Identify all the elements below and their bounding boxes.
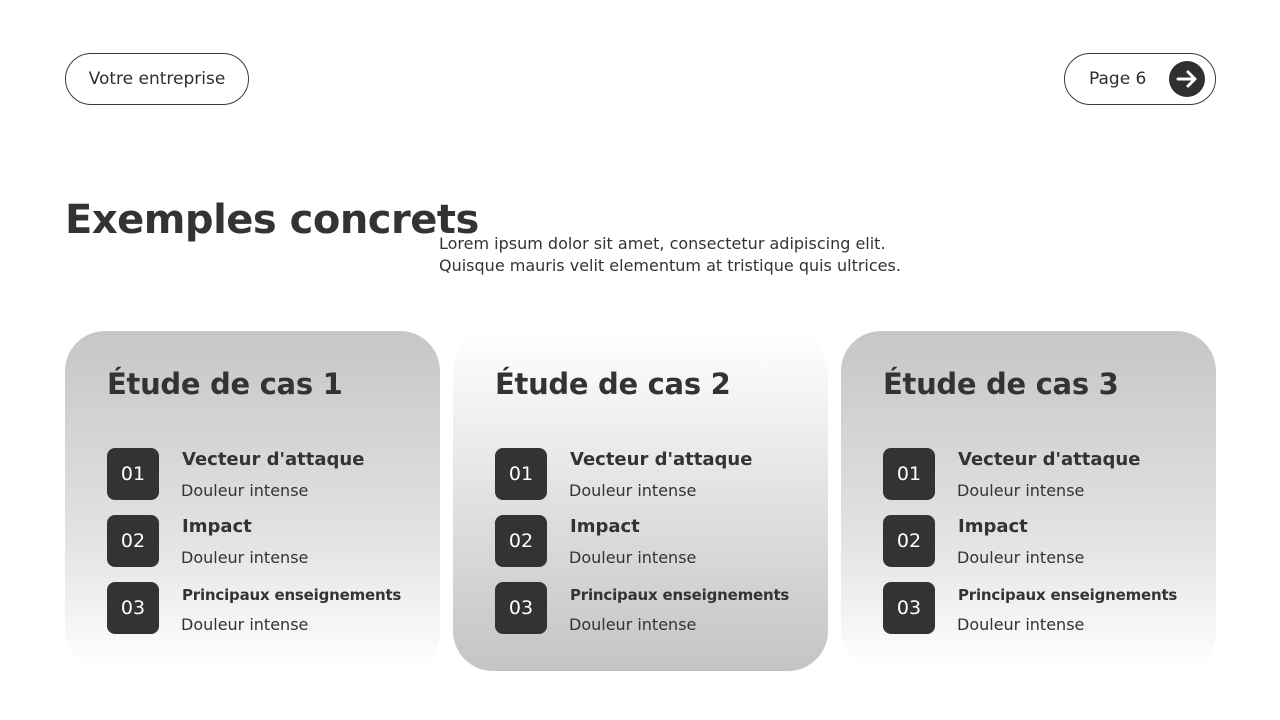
company-label: Votre entreprise — [88, 69, 226, 89]
item-description: Douleur intense — [569, 548, 697, 567]
item-heading: Impact — [570, 516, 640, 537]
arrow-right-icon[interactable] — [1169, 61, 1205, 97]
page-pill[interactable] — [1064, 53, 1216, 105]
page-title: Exemples concrets — [65, 197, 479, 243]
item-description: Douleur intense — [569, 481, 697, 500]
subtitle-line-2: Quisque mauris velit elementum at tristique quis ultrices. — [439, 256, 901, 275]
card-title: Étude de cas 2 — [495, 367, 731, 401]
item-description: Douleur intense — [569, 615, 697, 634]
item-number-badge: 02 — [495, 515, 547, 567]
card-title: Étude de cas 3 — [883, 367, 1119, 401]
item-number-badge: 02 — [107, 515, 159, 567]
card-title: Étude de cas 1 — [107, 367, 343, 401]
item-description: Douleur intense — [957, 481, 1085, 500]
item-heading: Principaux enseignements — [570, 586, 790, 604]
item-heading: Impact — [182, 516, 252, 537]
item-number-badge: 03 — [107, 582, 159, 634]
item-number-badge: 02 — [883, 515, 935, 567]
item-description: Douleur intense — [181, 548, 309, 567]
item-description: Douleur intense — [181, 615, 309, 634]
item-number-badge: 03 — [495, 582, 547, 634]
case-study-card-2 — [453, 331, 828, 671]
item-heading: Vecteur d'attaque — [958, 449, 1141, 470]
item-description: Douleur intense — [957, 615, 1085, 634]
item-number-badge: 01 — [107, 448, 159, 500]
page-subtitle — [439, 233, 901, 277]
item-description: Douleur intense — [957, 548, 1085, 567]
item-number-badge: 01 — [883, 448, 935, 500]
company-pill[interactable] — [65, 53, 249, 105]
item-description: Douleur intense — [181, 481, 309, 500]
item-heading: Vecteur d'attaque — [570, 449, 753, 470]
item-heading: Impact — [958, 516, 1028, 537]
subtitle-line-1: Lorem ipsum dolor sit amet, consectetur adipiscing elit. — [439, 234, 886, 253]
item-heading: Principaux enseignements — [958, 586, 1178, 604]
item-heading: Principaux enseignements — [182, 586, 402, 604]
item-number-badge: 01 — [495, 448, 547, 500]
item-number-badge: 03 — [883, 582, 935, 634]
item-heading: Vecteur d'attaque — [182, 449, 365, 470]
page-number-label: Page 6 — [1089, 69, 1147, 89]
case-study-card-1 — [65, 331, 440, 671]
case-study-card-3 — [841, 331, 1216, 671]
